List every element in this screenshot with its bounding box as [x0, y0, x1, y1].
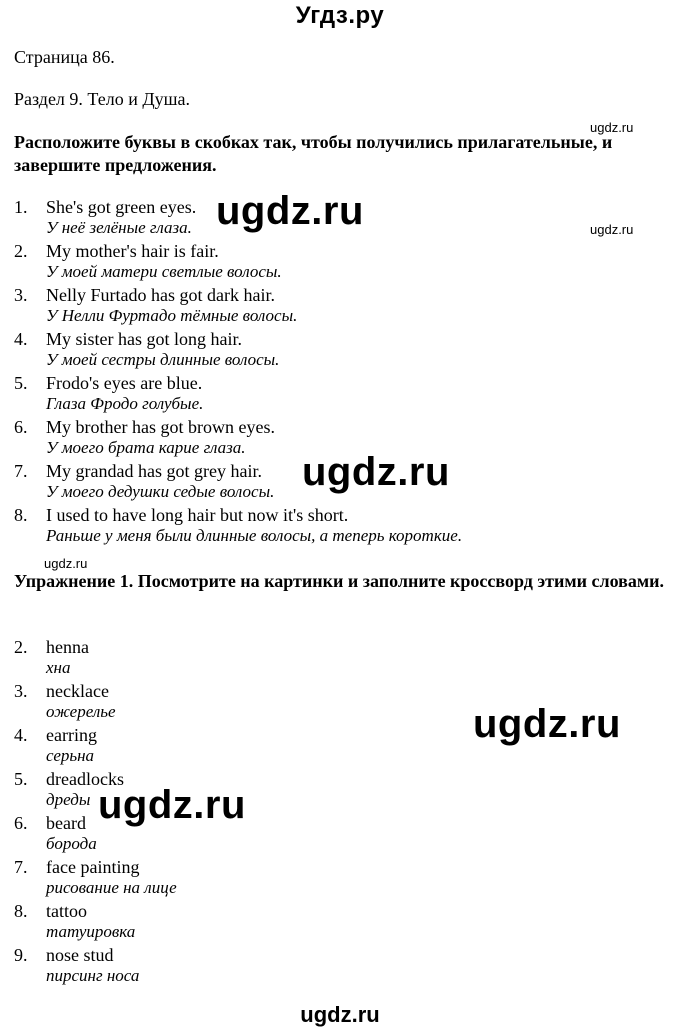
page-label: Страница 86. [14, 47, 115, 67]
list-item [14, 900, 654, 944]
item-english: I used to have long hair but now it's short. [46, 505, 349, 525]
item-number: 8. [14, 505, 28, 525]
item-english: My mother's hair is fair. [46, 241, 219, 261]
item-english: My brother has got brown eyes. [46, 417, 275, 437]
item-english: earring [46, 725, 97, 745]
list-item [14, 944, 654, 988]
item-translation: У Нелли Фуртадо тёмные волосы. [46, 306, 298, 325]
item-number: 9. [14, 945, 28, 965]
item-english: tattoo [46, 901, 87, 921]
watermark-large: ugdz.ru [302, 450, 450, 494]
item-english: necklace [46, 681, 109, 701]
item-translation: У моей сестры длинные волосы. [46, 350, 280, 369]
item-translation: борода [46, 834, 97, 853]
site-title: Угдз.ру [295, 2, 385, 29]
list-item [14, 504, 654, 548]
item-number: 2. [14, 637, 28, 657]
task2-instruction: Упражнение 1. Посмотрите на картинки и заполните кроссворд этими словами. [14, 571, 665, 591]
list-item [14, 856, 654, 900]
task1-instruction: Расположите буквы в скобках так, чтобы получились прилагательные, и завершите предложения. [14, 132, 613, 175]
watermark-small: ugdz.ru [44, 556, 88, 571]
watermark-small: ugdz.ru [590, 120, 634, 135]
watermark-large: ugdz.ru [98, 783, 246, 827]
watermark-large: ugdz.ru [216, 189, 364, 233]
item-translation: татуировка [46, 922, 136, 941]
item-english: My grandad has got grey hair. [46, 461, 262, 481]
item-number: 7. [14, 461, 28, 481]
item-english: henna [46, 637, 89, 657]
item-number: 6. [14, 417, 28, 437]
item-number: 7. [14, 857, 28, 877]
item-english: My sister has got long hair. [46, 329, 242, 349]
item-english: dreadlocks [46, 769, 124, 789]
item-translation: дреды [46, 790, 91, 809]
item-translation: рисование на лице [46, 878, 177, 897]
item-english: She's got green eyes. [46, 197, 197, 217]
item-english: Nelly Furtado has got dark hair. [46, 285, 275, 305]
item-number: 5. [14, 769, 28, 789]
item-number: 3. [14, 285, 28, 305]
item-number: 8. [14, 901, 28, 921]
item-english: Frodo's eyes are blue. [46, 373, 203, 393]
item-number: 3. [14, 681, 28, 701]
item-translation: хна [46, 658, 71, 677]
list-item [14, 328, 654, 372]
list-item [14, 240, 654, 284]
item-translation: Глаза Фродо голубые. [46, 394, 204, 413]
watermark-large: ugdz.ru [473, 702, 621, 746]
item-translation: пирсинг носа [46, 966, 140, 985]
list-item [14, 372, 654, 416]
item-translation: У моего дедушки седые волосы. [46, 482, 275, 501]
item-number: 1. [14, 197, 28, 217]
item-number: 4. [14, 329, 28, 349]
item-english: nose stud [46, 945, 114, 965]
item-translation: серьна [46, 746, 95, 765]
watermark-footer: ugdz.ru [300, 1002, 380, 1027]
section-label: Раздел 9. Тело и Душа. [14, 89, 190, 109]
item-english: face painting [46, 857, 140, 877]
item-translation: Раньше у меня были длинные волосы, а теперь короткие. [46, 526, 463, 545]
item-translation: У моего брата карие глаза. [46, 438, 246, 457]
item-translation: ожерелье [46, 702, 116, 721]
item-translation: У моей матери светлые волосы. [46, 262, 282, 281]
item-translation: У неё зелёные глаза. [46, 218, 192, 237]
list-item [14, 636, 654, 680]
watermark-small: ugdz.ru [590, 222, 634, 237]
item-number: 5. [14, 373, 28, 393]
item-number: 2. [14, 241, 28, 261]
item-number: 6. [14, 813, 28, 833]
item-english: beard [46, 813, 86, 833]
list-item [14, 284, 654, 328]
item-number: 4. [14, 725, 28, 745]
